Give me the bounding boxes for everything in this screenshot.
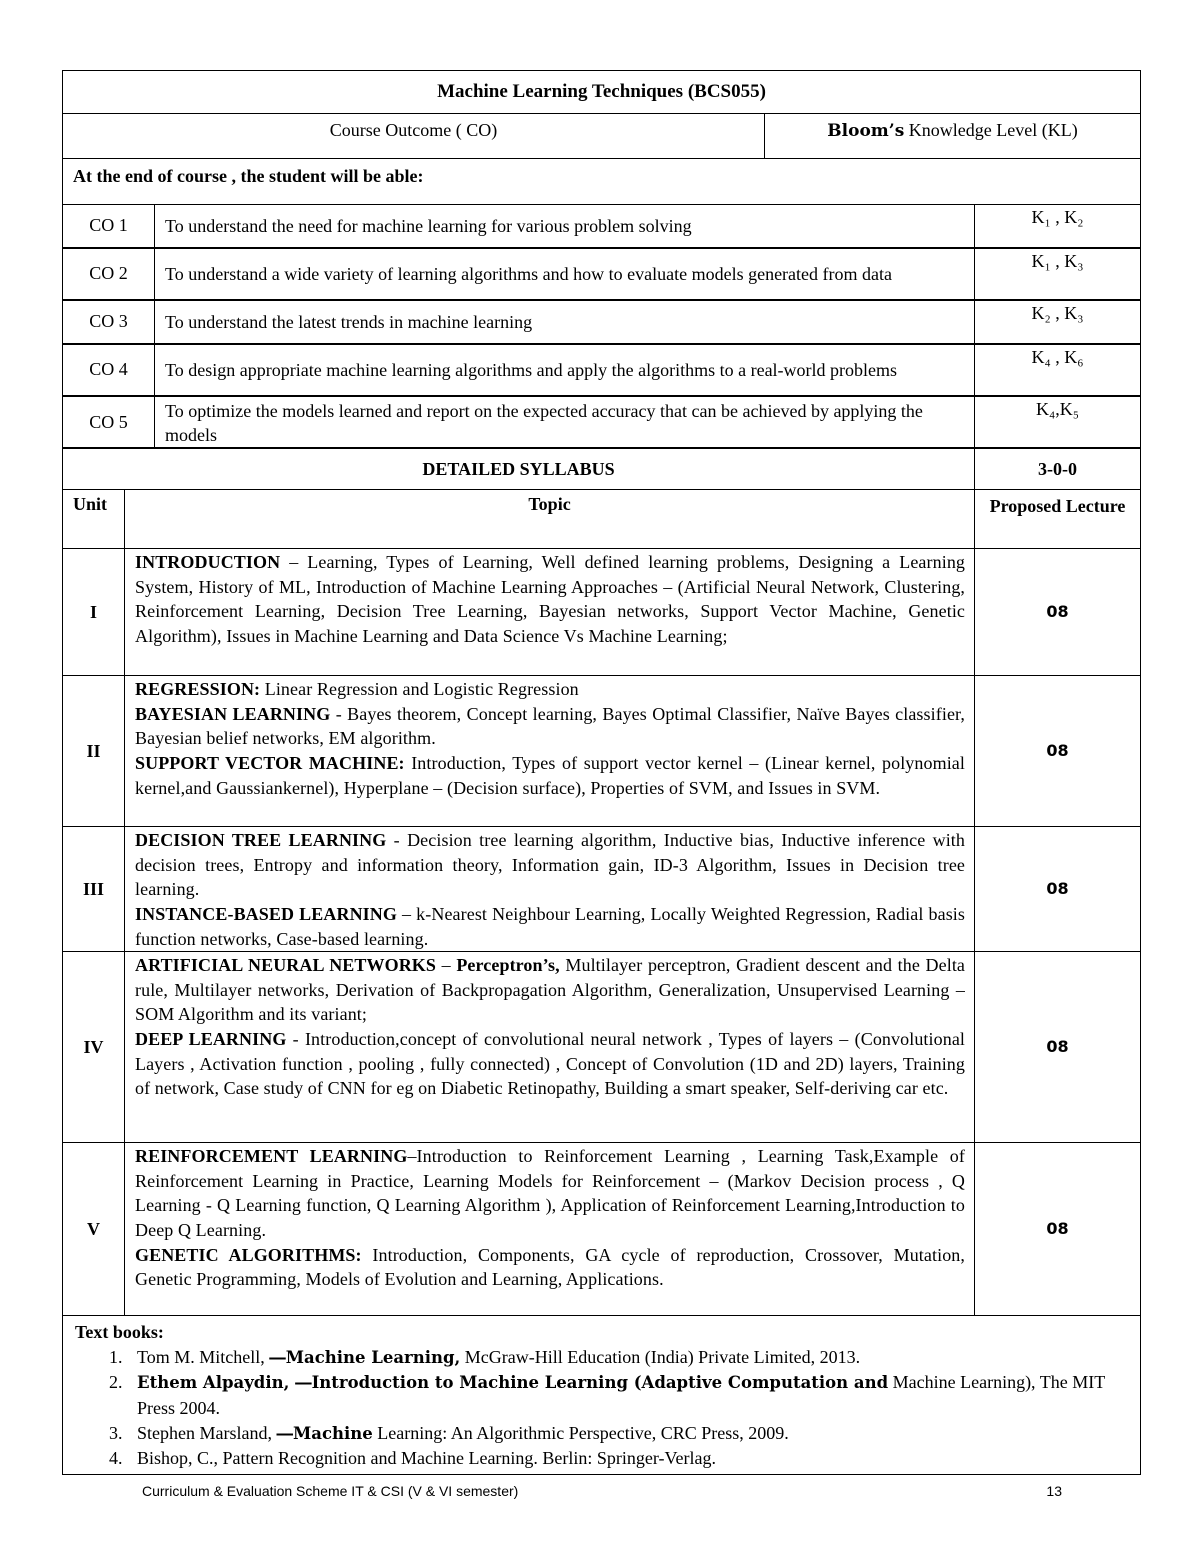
topic-text: - Introduction,concept of convolutional neural network , Types of layers – (Convolutional Layers , Activation function , pooling , fully connected) , Concept of Convolution (1D and 2D) layers, Training of network, Case study of CNN for eg on Diabetic Retinopathy, Building a smart speaker, Self-deriving car etc. [135,1028,966,1099]
unit-number: II [63,676,125,827]
topic-paragraph [135,902,965,951]
co-row [63,204,1141,248]
textbook-item [127,1421,1130,1447]
kl-label: Knowledge Level (KL) [904,120,1078,140]
topic-heading: INTRODUCTION [135,552,281,573]
co-knowledge-level: K₁ , K₃ [975,248,1141,300]
topic-text: Multilayer perceptron, Gradient descent and the Delta rule, Multilayer networks, Derivation of Backpropagation Algorithm, Generalization, Unsupervised Learning – SOM Algorithm and its variant; [135,955,966,1025]
unit-column-header: Unit [63,490,125,549]
topic-text: - Bayes theorem, Concept learning, Bayes Optimal Classifier, Naïve Bayes classifier, Bayesian belief networks, EM algorithm. [135,703,966,749]
co-description: To understand the need for machine learning for various problem solving [155,204,975,248]
textbook-title: ―Machine Learning, [269,1347,461,1367]
topic-paragraph [135,953,965,1027]
topic-text: – k-Nearest Neighbour Learning, Locally Weighted Regression, Radial basis function networks, Case-based learning. [135,903,966,949]
topic-heading: Perceptron’s, [456,955,560,976]
unit-lectures: 08 [975,827,1141,952]
unit-lectures: 08 [975,1143,1141,1316]
syllabus-title: DETAILED SYLLABUS [63,448,975,490]
unit-topics [125,827,975,952]
intro-line: At the end of course , the student will be able: [63,159,1141,205]
co-description: To optimize the models learned and report on the expected accuracy that can be achieved by applying the models [155,396,975,449]
unit-lectures: 08 [975,676,1141,827]
co-row [63,300,1141,344]
kl-header [765,114,1141,159]
topic-text: - Decision tree learning algorithm, Inductive bias, Inductive inference with decision trees, Entropy and information theory, Information gain, ID-3 Algorithm, Issues in Decision tree learning. [135,830,966,900]
co-knowledge-level: K₁ , K₂ [975,204,1141,248]
topic-heading: INSTANCE-BASED LEARNING [135,903,397,924]
textbook-title: ―Machine [276,1423,373,1443]
ltp-value: 3-0-0 [975,448,1141,490]
topic-heading: REGRESSION: [135,679,261,700]
topic-text: Linear Regression and Logistic Regression [260,679,579,700]
page-footer [142,1483,1062,1499]
topic-paragraph [135,828,965,902]
textbooks-section [63,1316,1141,1475]
outcomes-table [62,204,1141,449]
textbook-text: Machine Learning), The MIT Press 2004. [137,1372,1105,1418]
unit-topics [125,952,975,1143]
topic-paragraph [135,1027,965,1101]
topic-text: – Learning, Types of Learning, Well defined learning problems, Designing a Learning System, History of ML, Introduction of Machine Learning Approaches – (Artificial Neural Network, Clustering, Reinforcement Learning, Decision Tree Learning, Bayesian networks, Support Vector Machine, Genetic Algorithm), Issues in Machine Learning and Data Science Vs Machine Learning; [135,552,966,646]
unit-row [63,1143,1141,1316]
co-row [63,396,1141,449]
topic-heading: ARTIFICIAL NEURAL NETWORKS [135,955,437,976]
unit-number: V [63,1143,125,1316]
topic-text: – [436,955,457,976]
topic-paragraph [135,1144,965,1242]
unit-row [63,676,1141,827]
course-table [62,70,1141,205]
textbook-item [127,1370,1130,1420]
course-title: Machine Learning Techniques (BCS055) [63,71,1141,114]
topic-column-header: Topic [125,490,975,549]
topic-heading: DEEP LEARNING [135,1028,287,1049]
textbook-item [127,1345,1130,1371]
co-knowledge-level: K₄,K₅ [975,396,1141,449]
unit-number: III [63,827,125,952]
topic-heading: SUPPORT VECTOR MACHINE: [135,752,405,773]
co-row [63,248,1141,300]
co-id: CO 1 [63,204,155,248]
co-description: To understand the latest trends in machine learning [155,300,975,344]
textbook-text: Learning: An Algorithmic Perspective, CRC Press, 2009. [372,1422,789,1443]
co-knowledge-level: K₂ , K₃ [975,300,1141,344]
unit-topics [125,1143,975,1316]
textbooks-list [75,1345,1130,1472]
unit-lectures: 08 [975,952,1141,1143]
co-description: To design appropriate machine learning algorithms and apply the algorithms to a real-world problems [155,344,975,396]
co-description: To understand a wide variety of learning algorithms and how to evaluate models generated from data [155,248,975,300]
co-header: Course Outcome ( CO) [63,114,765,159]
unit-row [63,827,1141,952]
co-id: CO 4 [63,344,155,396]
co-knowledge-level: K₄ , K₆ [975,344,1141,396]
topic-text: Introduction, Components, GA cycle of reproduction, Crossover, Mutation, Genetic Programming, Models of Evolution and Learning, Applications. [135,1244,966,1290]
textbook-item [127,1446,1130,1472]
topic-paragraph [135,550,965,648]
topic-text: Introduction, Types of support vector kernel – (Linear kernel, polynomial kernel,and Gaussiankernel), Hyperplane – (Decision surface), Properties of SVM, and Issues in SVM. [135,752,965,798]
topic-text: –Introduction to Reinforcement Learning , Learning Task,Example of Reinforcement Learning in Practice, Learning Models for Reinforcement – (Markov Decision process , Q Learning - Q Learning function, Q Learning Algorithm ), Application of Reinforcement Learning,Introduction to Deep Q Learning. [135,1146,966,1240]
footer-text: Curriculum & Evaluation Scheme IT & CSI (V & VI semester) [142,1483,519,1499]
co-id: CO 2 [63,248,155,300]
unit-row [63,952,1141,1143]
textbook-text: Tom M. Mitchell, [137,1346,270,1367]
co-id: CO 5 [63,396,155,449]
co-id: CO 3 [63,300,155,344]
bloom-label: Bloom’s [827,121,905,141]
unit-number: IV [63,952,125,1143]
unit-lectures: 08 [975,549,1141,676]
topic-heading: GENETIC ALGORITHMS: [135,1244,362,1265]
topic-paragraph [135,702,965,751]
co-row [63,344,1141,396]
topic-heading: REINFORCEMENT LEARNING [135,1146,408,1167]
topic-paragraph [135,677,965,702]
unit-number: I [63,549,125,676]
unit-topics [125,549,975,676]
unit-row [63,549,1141,676]
topic-paragraph [135,1243,965,1292]
topic-heading: BAYESIAN LEARNING [135,703,331,724]
unit-topics [125,676,975,827]
textbooks-heading: Text books: [75,1322,164,1343]
textbook-text: Stephen Marsland, [137,1422,277,1443]
textbook-title: Ethem Alpaydin, ―Introduction to Machine Learning (Adaptive Computation and [137,1373,889,1393]
textbook-text: Bishop, C., Pattern Recognition and Machine Learning. Berlin: Springer-Verlag. [137,1448,717,1469]
lecture-column-header: Proposed Lecture [975,490,1141,549]
syllabus-table [62,447,1141,1475]
textbook-text: McGraw-Hill Education (India) Private Limited, 2013. [460,1346,861,1367]
topic-heading: DECISION TREE LEARNING [135,830,387,851]
page-number: 13 [1046,1483,1062,1499]
syllabus-page [62,70,1140,1475]
topic-paragraph [135,751,965,800]
